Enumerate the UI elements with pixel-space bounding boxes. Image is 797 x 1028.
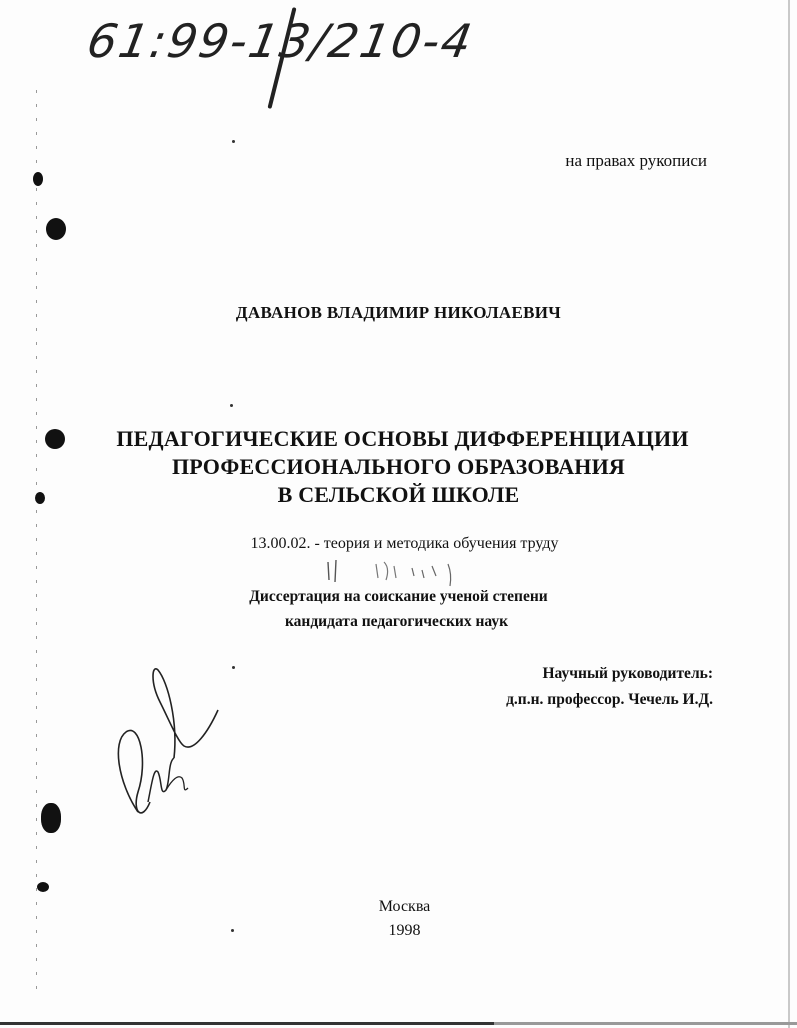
scan-speck (232, 666, 235, 669)
scan-speck (232, 140, 235, 143)
hole-punch-mark (41, 803, 61, 833)
page-right-edge (788, 0, 790, 1028)
archive-code-handwritten: 61:99-13/210-4 (83, 14, 478, 68)
dissertation-title (0, 425, 797, 509)
author-signature (108, 662, 228, 832)
author-name: ДАВАНОВ ВЛАДИМИР НИКОЛАЕВИЧ (235, 303, 562, 322)
page-bottom-edge (0, 1022, 797, 1025)
margin-mark (37, 882, 49, 892)
hole-punch-mark (46, 218, 66, 240)
degree-line-1: Диссертация на соискание ученой степени (249, 588, 548, 605)
title-line-2: ПРОФЕССИОНАЛЬНОГО ОБРАЗОВАНИЯ (171, 454, 626, 479)
supervisor-label: Научный руководитель: (542, 665, 713, 682)
publication-city: Москва (378, 898, 431, 915)
supervisor-name: д.п.н. профессор. Чечель И.Д. (506, 691, 713, 708)
city-and-year (0, 895, 797, 943)
degree-line-2: кандидата педагогических наук (284, 613, 509, 630)
scan-speck (230, 404, 233, 407)
title-line-1: ПЕДАГОГИЧЕСКИЕ ОСНОВЫ ДИФФЕРЕНЦИАЦИИ (116, 426, 689, 451)
title-line-3: В СЕЛЬСКОЙ ШКОЛЕ (277, 482, 520, 507)
margin-mark (33, 172, 43, 186)
supervisor-block (506, 661, 713, 713)
publication-year: 1998 (388, 922, 421, 939)
manuscript-rights-note: на правах рукописи (565, 151, 707, 170)
specialty-code: 13.00.02. - теория и методика обучения труду (250, 535, 559, 552)
degree-statement (0, 584, 797, 634)
